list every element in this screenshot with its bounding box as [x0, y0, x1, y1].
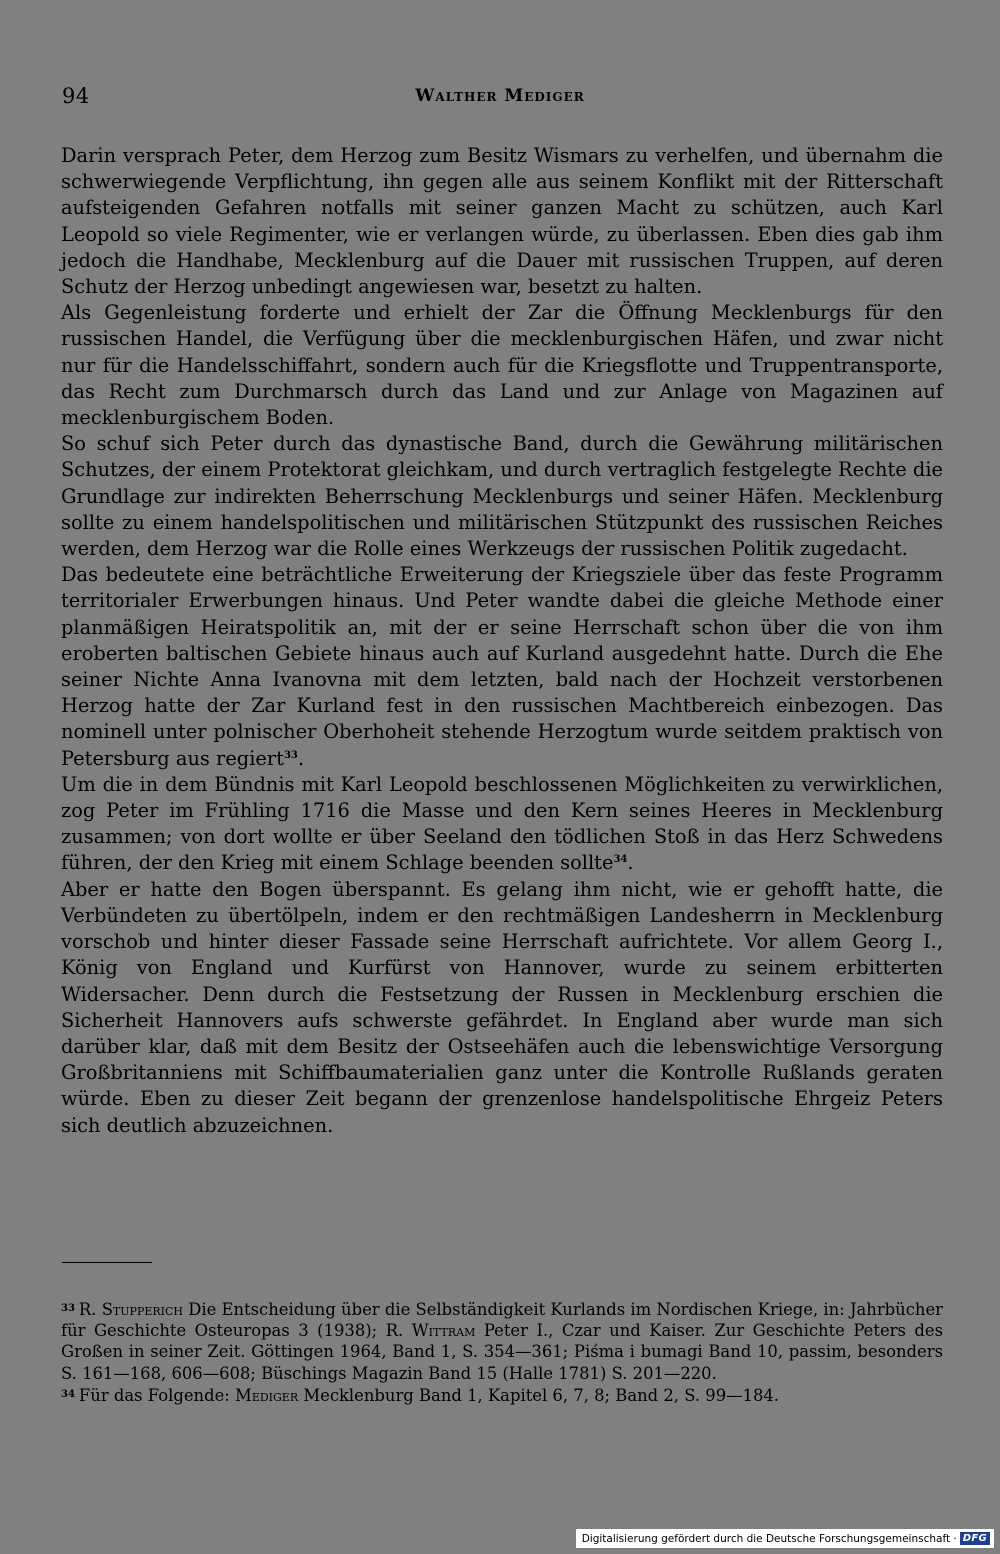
- paragraph-punctuation: .: [627, 851, 634, 875]
- author-name: Stupperich: [101, 1300, 184, 1319]
- footnote-34: [61, 1384, 943, 1406]
- paragraph: So schuf sich Peter durch das dynastische Band, durch die Gewährung militärischen Schutzes, der einem Protektorat gleichkam, und durch vertraglich festgelegte Rechte die Grundlage zur indirekten Beherrschung Mecklenburgs und seiner Häfen. Mecklenburg sollte zu einem handelspolitischen und militärischen Stützpunkt des russischen Reiches werden, dem Herzog war die Rolle eines Werkzeugs der russischen Politik zugedacht.: [61, 432, 943, 561]
- paragraph: Als Gegenleistung forderte und erhielt der Zar die Öffnung Mecklenburgs für den russischen Handel, die Verfügung über die mecklenburgischen Häfen, und zwar nicht nur für die Handelsschiffahrt, sondern auch für die Kriegsflotte und Truppentransporte, das Recht zum Durchmarsch durch das Land und zur Anlage von Magazinen auf mecklenburgischem Boden.: [61, 301, 943, 430]
- footnote-reference[interactable]: 34: [613, 854, 628, 866]
- footnote-text: Mecklenburg Band 1, Kapitel 6, 7, 8; Band 2, S. 99—184.: [298, 1385, 780, 1405]
- paragraph-punctuation: .: [297, 746, 305, 770]
- paragraph-text: Um die in dem Bündnis mit Karl Leopold beschlossenen Möglichkeiten zu verwirklichen, zog Peter im Frühling 1716 die Masse und den Kern seines Heeres in Mecklenburg zusammen; von dort wollte er über Seeland den tödlichen Stoß in das Herz Schwedens führen, der den Krieg mit einem Schlage beenden sollte: [61, 772, 943, 875]
- paragraph: [61, 562, 943, 772]
- author-name: Mediger: [235, 1385, 299, 1405]
- body-text: [61, 143, 943, 1139]
- footnote-rule: [62, 1262, 152, 1263]
- footnote-33: [61, 1298, 943, 1384]
- footnote-mark: 34: [61, 1388, 75, 1400]
- footnote-text: Für das Folgende:: [78, 1385, 236, 1405]
- paragraph: [61, 772, 943, 877]
- dfg-logo-icon[interactable]: DFG: [960, 1532, 990, 1545]
- footnote-text: Peter I., Czar und Kaiser. Zur Geschichte Peters des Großen in seiner Zeit. Göttingen 1964, Band 1, S. 354—361; Piśma i bumagi Band 10, passim, besonders S. 161—168, 606—608; Büschings Magazin Band 15 (Halle 1781) S. 201—220.: [61, 1321, 944, 1383]
- footnote-reference[interactable]: 33: [283, 749, 298, 761]
- author-name: Wittram: [411, 1321, 476, 1341]
- page-number: 94: [62, 84, 90, 108]
- running-head: Walther Mediger: [415, 86, 585, 106]
- paragraph-text: Das bedeutete eine beträchtliche Erweiterung der Kriegsziele über das feste Programm territorialer Erwerbungen hinaus. Und Peter wandte dabei die gleiche Methode einer planmäßigen Heiratspolitik an, mit der er seine Herrschaft schon über die von ihm eroberten baltischen Gebiete hinaus auch auf Kurland ausgedehnt hatte. Durch die Ehe seiner Nichte Anna Ivanovna mit dem letzten, bald nach der Hochzeit verstorbenen Herzog hatte der Zar Kurland fest in den russischen Machtbereich einbezogen. Das nominell unter polnischer Oberhoheit stehende Herzogtum wurde seitdem praktisch von Petersburg aus regiert: [61, 563, 943, 770]
- footnote-text: R.: [78, 1300, 102, 1319]
- paragraph: Darin versprach Peter, dem Herzog zum Besitz Wismars zu verhelfen, und übernahm die schwerwiegende Verpflichtung, ihn gegen alle aus seinem Konflikt mit der Ritterschaft aufsteigenden Gefahren notfalls mit seiner ganzen Macht zu schützen, auch Karl Leopold so viele Regimenter, wie er verlangen würde, zu überlassen. Eben dies gab ihm jedoch die Handhabe, Mecklenburg auf die Dauer mit russischen Truppen, auf deren Schutz der Herzog unbedingt angewiesen war, besetzt zu halten.: [61, 144, 943, 299]
- footnote-mark: 33: [61, 1303, 75, 1314]
- footnotes: [61, 1298, 943, 1406]
- banner-text: Digitalisierung gefördert durch die Deutsche Forschungsgemeinschaft ·: [581, 1532, 957, 1545]
- footnote-text: Die Entscheidung über die Selbständigkeit Kurlands im Nordischen Kriege, in: Jahrbücher für Geschichte Osteuropas 3 (1938); R.: [61, 1300, 944, 1341]
- paragraph: Aber er hatte den Bogen überspannt. Es gelang ihm nicht, wie er gehofft hatte, die Verbündeten zu übertölpeln, indem er den rechtmäßigen Landesherrn in Mecklenburg vorschob und hinter dieser Fassade seine Herrschaft aufrichtete. Vor allem Georg I., König von England und Kurfürst von Hannover, wurde zu seinem erbitterten Widersacher. Denn durch die Festsetzung der Russen in Mecklenburg erschien die Sicherheit Hannovers aufs schwerste gefährdet. In England aber wurde man sich darüber klar, daß mit dem Besitz der Ostseehäfen auch die lebenswichtige Versorgung Großbritanniens mit Schiffbaumaterialien ganz unter die Kontrolle Rußlands geraten würde. Eben zu dieser Zeit begann der grenzenlose handelspolitische Ehrgeiz Peters sich deutlich abzuzeichnen.: [61, 877, 943, 1137]
- digitization-banner: [576, 1529, 994, 1548]
